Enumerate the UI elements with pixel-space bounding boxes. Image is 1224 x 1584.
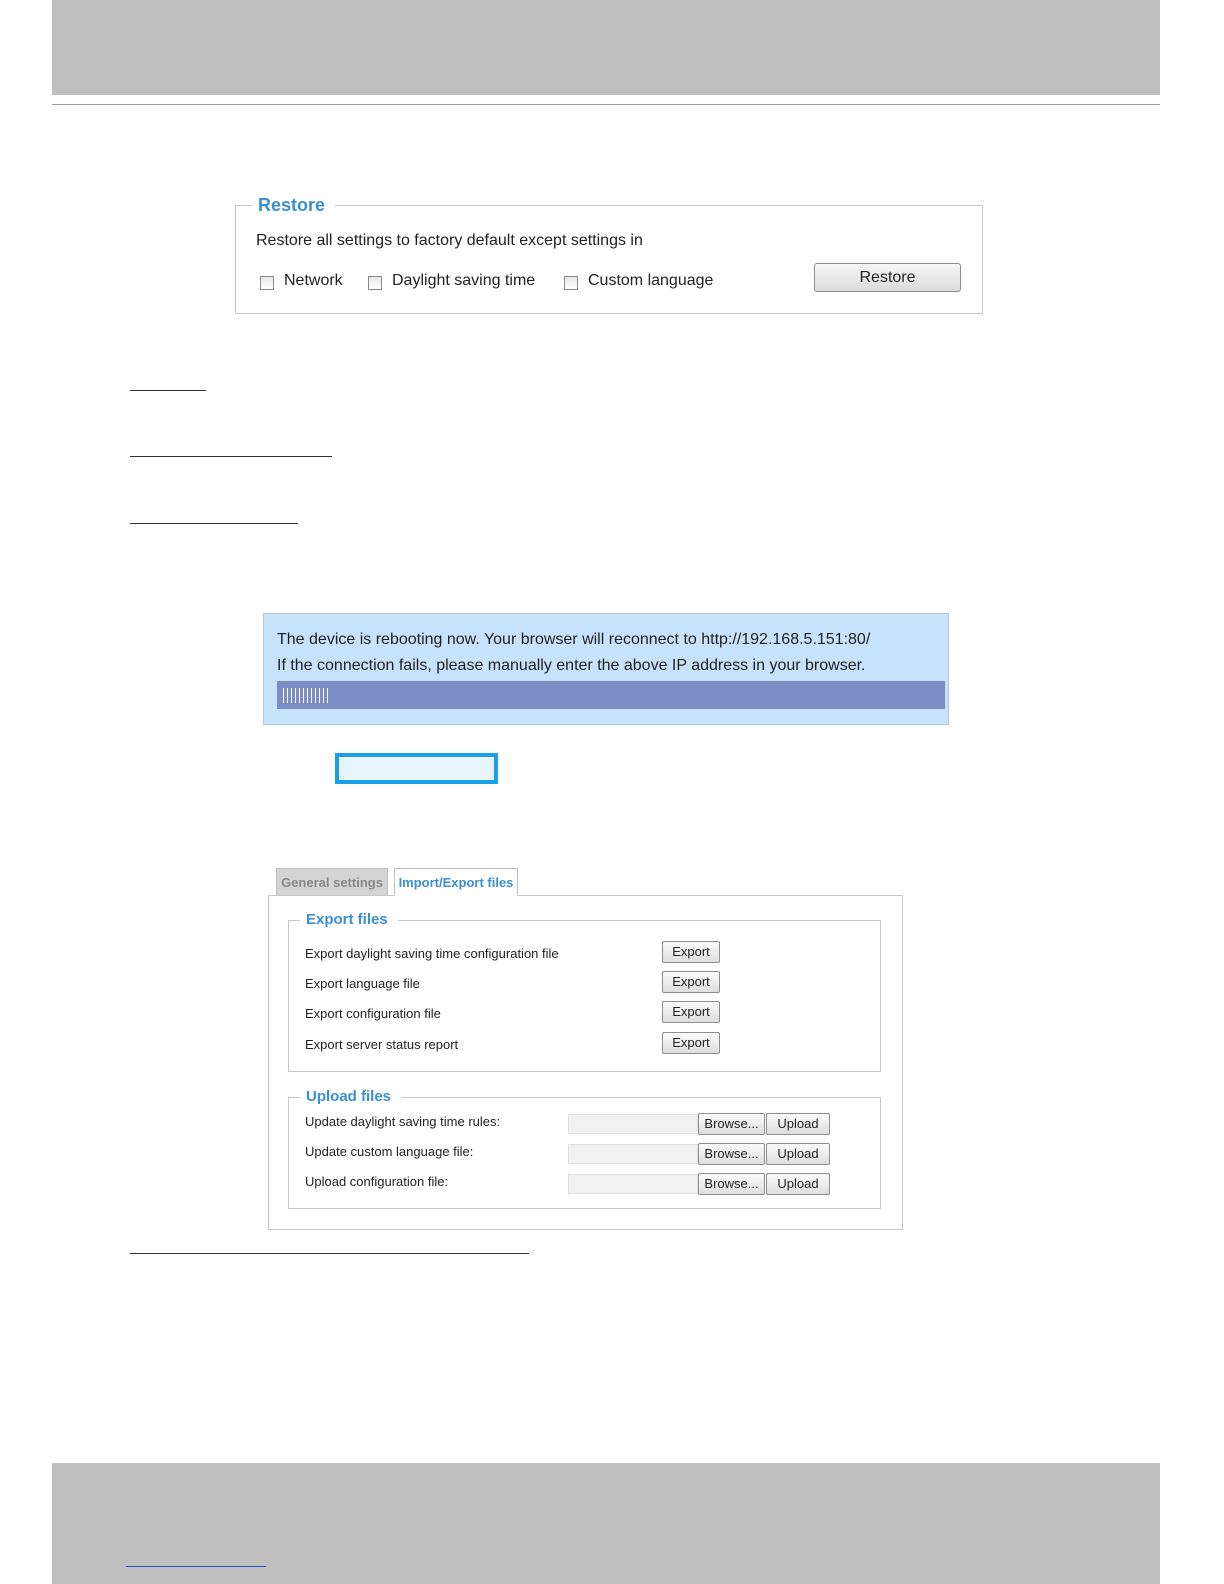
export-status-button[interactable]: Export	[662, 1032, 720, 1054]
restore-option-network[interactable]	[260, 271, 343, 291]
reboot-message-line-2: If the connection fails, please manually enter the above IP address in your browser.	[277, 657, 866, 674]
underline-1	[130, 390, 206, 391]
reboot-progress-bar	[277, 681, 945, 709]
upload-language-file-field[interactable]	[568, 1144, 698, 1164]
upload-dst-label: Update daylight saving time rules:	[305, 1114, 501, 1129]
export-dst-label: Export daylight saving time configuration file	[305, 946, 559, 961]
underline-3	[130, 523, 298, 524]
upload-dst-browse-button[interactable]: Browse...	[698, 1113, 765, 1135]
tab-import-export-files[interactable]: Import/Export files	[394, 868, 518, 896]
footer-link-underline	[126, 1566, 266, 1567]
restore-button[interactable]: Restore	[814, 263, 961, 292]
daylight-saving-checkbox[interactable]	[368, 276, 382, 290]
upload-language-upload-button[interactable]: Upload	[766, 1143, 830, 1165]
header-divider	[52, 104, 1160, 105]
upload-language-label: Update custom language file:	[305, 1144, 474, 1159]
page-header-band	[52, 0, 1160, 95]
upload-config-label: Upload configuration file:	[305, 1174, 449, 1189]
reboot-progress-fill	[283, 688, 329, 703]
tab-general-settings[interactable]: General settings	[276, 868, 388, 896]
export-status-label: Export server status report	[305, 1037, 459, 1052]
network-checkbox[interactable]	[260, 276, 274, 290]
export-config-label: Export configuration file	[305, 1006, 441, 1021]
daylight-saving-checkbox-label: Daylight saving time	[392, 272, 536, 289]
restore-panel	[235, 205, 983, 314]
export-files-title: Export files	[300, 910, 398, 930]
underline-4	[130, 1253, 529, 1254]
restore-title: Restore	[252, 193, 335, 217]
reboot-notice-panel	[263, 613, 949, 725]
export-language-button[interactable]: Export	[662, 971, 720, 993]
upload-config-file-field[interactable]	[568, 1174, 698, 1194]
custom-language-checkbox[interactable]	[564, 276, 578, 290]
upload-dst-upload-button[interactable]: Upload	[766, 1113, 830, 1135]
upload-config-upload-button[interactable]: Upload	[766, 1173, 830, 1195]
highlight-box	[335, 753, 498, 784]
upload-files-title: Upload files	[300, 1087, 401, 1107]
restore-option-daylight[interactable]	[368, 271, 535, 291]
export-language-label: Export language file	[305, 976, 420, 991]
upload-config-browse-button[interactable]: Browse...	[698, 1173, 765, 1195]
export-dst-button[interactable]: Export	[662, 941, 720, 963]
restore-option-language[interactable]	[564, 271, 713, 291]
network-checkbox-label: Network	[284, 272, 343, 289]
upload-language-browse-button[interactable]: Browse...	[698, 1143, 765, 1165]
restore-description: Restore all settings to factory default except settings in	[256, 232, 643, 249]
export-config-button[interactable]: Export	[662, 1001, 720, 1023]
custom-language-checkbox-label: Custom language	[588, 272, 714, 289]
upload-dst-file-field[interactable]	[568, 1114, 698, 1134]
reboot-message-line-1: The device is rebooting now. Your browser will reconnect to http://192.168.5.151:80/	[277, 631, 871, 648]
underline-2	[130, 456, 332, 457]
